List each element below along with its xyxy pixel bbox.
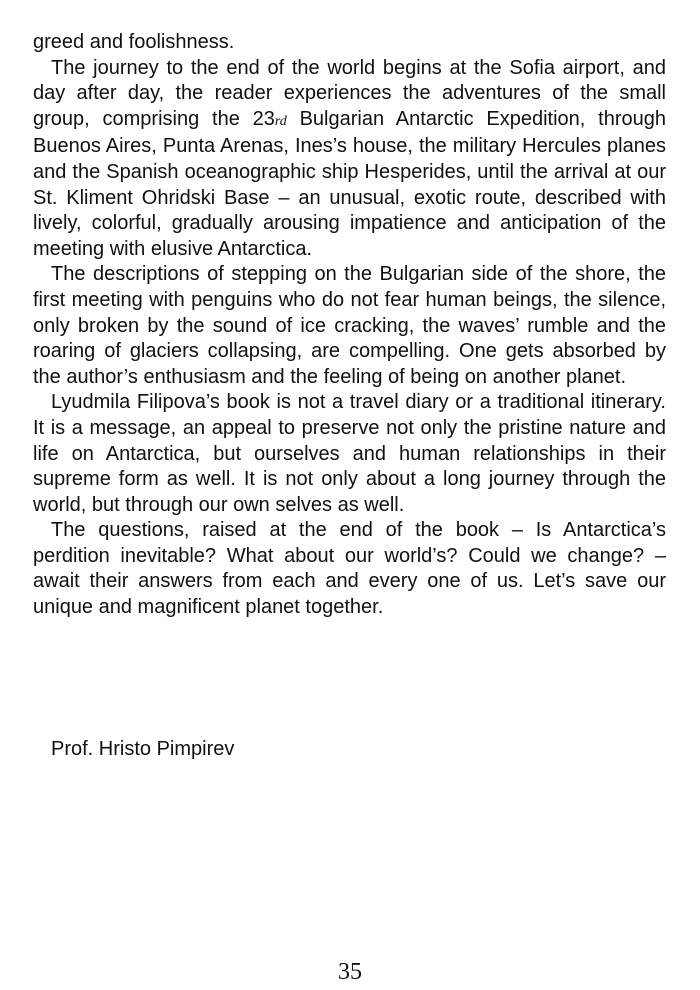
paragraph-questions: The questions, raised at the end of the book – Is Antarctica’s perdition inevitable? What about our world’s? Could we change? – await their answers from each and every one of us. Let’s save our unique and magnificent planet together.: [33, 519, 666, 619]
paragraph-continuation: greed and foolishness.: [33, 31, 235, 53]
body-text: [33, 30, 666, 621]
author-signature: Prof. Hristo Pimpirev: [51, 738, 235, 760]
paragraph-message: Lyudmila Filipova’s book is not a travel diary or a traditional itinerary. It is a message, an appeal to preserve not only the pristine nature and life on Antarctica, but ourselves and human relationships in their supreme form as well. It is not only about a long journey through the world, but through our own selves as well.: [33, 391, 666, 516]
paragraph-journey-text-end: Bulgarian Antarctic Expedition, through Buenos Aires, Punta Arenas, Ines’s house, the military Hercules planes and the Spanish oceanographic ship Hesperides, until the arrival at our St. Kliment Ohridski Base – an unusual, exotic route, described with lively, colorful, gradually arousing impatience and anticipation of the meeting with elusive Antarctica.: [33, 107, 666, 260]
paragraph-descriptions: The descriptions of stepping on the Bulgarian side of the shore, the first meeting with penguins who do not fear human beings, the silence, only broken by the sound of ice cracking, the waves’ rumble and the roaring of glaciers collapsing, are compelling. One gets absorbed by the author’s enthusiasm and the feeling of being on another planet.: [33, 263, 666, 388]
paragraph-journey: [33, 56, 666, 263]
paragraph-journey-text-start: The journey to the end of the world begins at the Sofia airport, and day after day, the reader experiences the adventures of the small group, comprising the 23: [33, 56, 666, 130]
page-number: 35: [338, 959, 362, 985]
ordinal-suffix: rd: [274, 113, 287, 129]
